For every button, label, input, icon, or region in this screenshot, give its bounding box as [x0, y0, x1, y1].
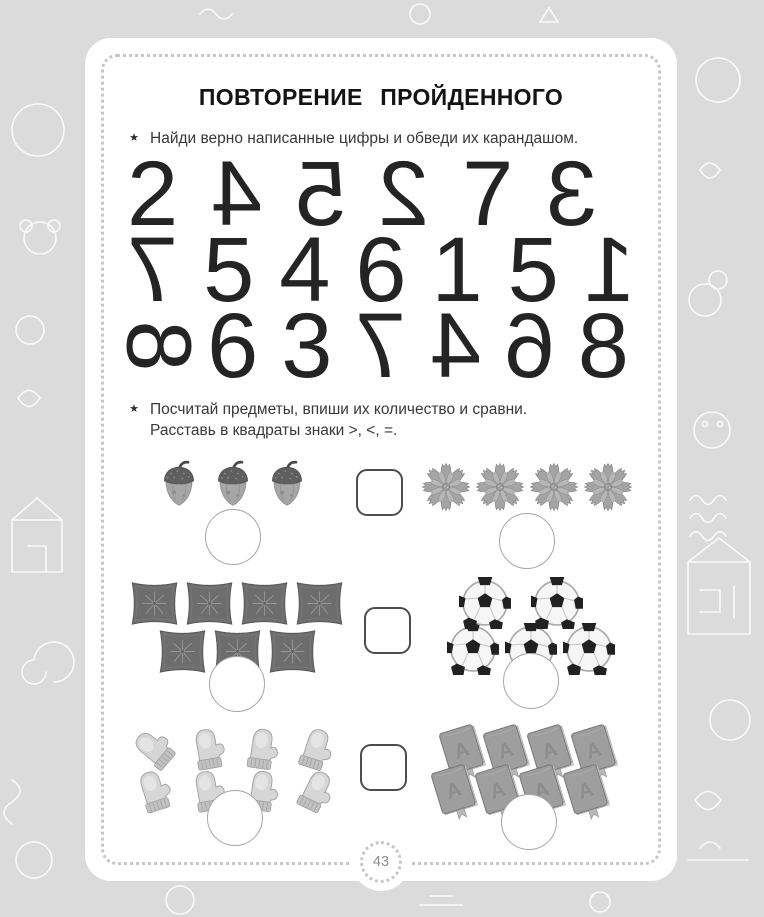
digit-glyph-5-normal[interactable]: 5 — [203, 219, 255, 321]
digit-glyph-4-mirrored[interactable]: 4 — [429, 295, 481, 397]
digit-glyph-7-mirrored[interactable]: 7 — [127, 219, 179, 321]
digit-glyph-7-normal[interactable]: 7 — [462, 143, 514, 245]
digit-glyph-6-normal[interactable]: 6 — [355, 219, 407, 321]
digit-glyph-7-mirrored[interactable]: 7 — [355, 295, 407, 397]
mitten-icon — [122, 759, 185, 822]
digit-glyph-3-normal[interactable]: 3 — [281, 295, 333, 397]
task2-text — [150, 399, 527, 441]
pillow-icon — [183, 577, 236, 630]
acorn-icon — [153, 459, 205, 511]
digit-glyph-5-normal[interactable]: 5 — [507, 219, 559, 321]
soccer-ball-icon — [563, 623, 615, 675]
count-circle-soccer-ball[interactable] — [503, 653, 559, 709]
pillow-icon — [266, 625, 319, 678]
comparison-row-2 — [127, 577, 635, 712]
soccer-ball-icon — [447, 623, 499, 675]
flower-icon — [580, 459, 636, 515]
comparison-sign-box[interactable] — [356, 469, 403, 516]
compare-block — [127, 453, 635, 850]
digit-glyph-1-normal[interactable]: 1 — [431, 219, 483, 321]
item-group-acorn — [127, 459, 339, 565]
item-group-soccer-ball — [427, 577, 635, 709]
count-circle-mitten[interactable] — [207, 790, 263, 846]
item-line — [152, 459, 314, 511]
page-title: ПОВТОРЕНИЕ ПРОЙДЕННОГО — [198, 84, 564, 110]
digit-glyph-2-normal[interactable]: 2 — [127, 143, 179, 245]
flower-icon — [526, 459, 582, 515]
soccer-ball-icon — [531, 577, 583, 629]
worksheet-page — [85, 38, 677, 881]
star-bullet-icon: ★ — [129, 132, 139, 144]
digit-glyph-6-mirrored[interactable]: 6 — [503, 295, 555, 397]
digit-glyph-1-mirrored[interactable]: 1 — [583, 219, 635, 321]
star-bullet-icon: ★ — [129, 403, 139, 415]
flower-icon — [472, 459, 528, 515]
comparison-row-1 — [127, 459, 635, 569]
item-lines — [152, 459, 314, 511]
digit-glyph-4-mirrored[interactable]: 4 — [210, 143, 262, 245]
item-line — [127, 577, 347, 630]
item-line — [419, 459, 635, 515]
pillow-icon — [156, 625, 209, 678]
digit-row-1 — [127, 143, 635, 245]
comparison-row-3 — [127, 724, 635, 850]
item-group-flower — [419, 459, 635, 569]
digit-glyph-3-mirrored[interactable]: 3 — [545, 143, 597, 245]
task2-line2: Расставь в квадраты знаки >, <, =. — [150, 422, 398, 439]
item-group-book — [423, 724, 635, 850]
acorn-icon — [261, 459, 313, 511]
page-content — [101, 54, 661, 865]
digit-glyph-2-mirrored[interactable]: 2 — [378, 143, 430, 245]
page-number: 43 — [372, 854, 390, 870]
pillow-icon — [293, 577, 346, 630]
digit-glyph-8-rotated-90[interactable]: 8 — [107, 320, 210, 372]
digits-block — [107, 143, 635, 397]
pillow-icon — [128, 577, 181, 630]
comparison-sign-box[interactable] — [364, 607, 411, 654]
item-group-mitten — [127, 724, 343, 846]
digit-glyph-8-normal[interactable]: 8 — [577, 295, 629, 397]
count-circle-acorn[interactable] — [205, 509, 261, 565]
digit-glyph-6-normal[interactable]: 6 — [207, 295, 259, 397]
count-circle-flower[interactable] — [499, 513, 555, 569]
item-line — [434, 577, 608, 629]
count-circle-book[interactable] — [501, 794, 557, 850]
task1-text: Найди верно написанные цифры и обведи их карандашом. — [150, 130, 579, 147]
task2-instruction — [127, 399, 635, 441]
soccer-ball-icon — [459, 577, 511, 629]
pillow-icon — [238, 577, 291, 630]
item-group-pillow — [127, 577, 347, 712]
comparison-sign-box[interactable] — [360, 744, 407, 791]
flower-icon — [418, 459, 474, 515]
task2-line1: Посчитай предметы, впиши их количество и сравни. — [150, 401, 528, 418]
digit-glyph-5-mirrored[interactable]: 5 — [294, 143, 346, 245]
digit-glyph-4-normal[interactable]: 4 — [279, 219, 331, 321]
acorn-icon — [207, 459, 259, 511]
item-lines — [419, 459, 635, 515]
count-circle-pillow[interactable] — [209, 656, 265, 712]
